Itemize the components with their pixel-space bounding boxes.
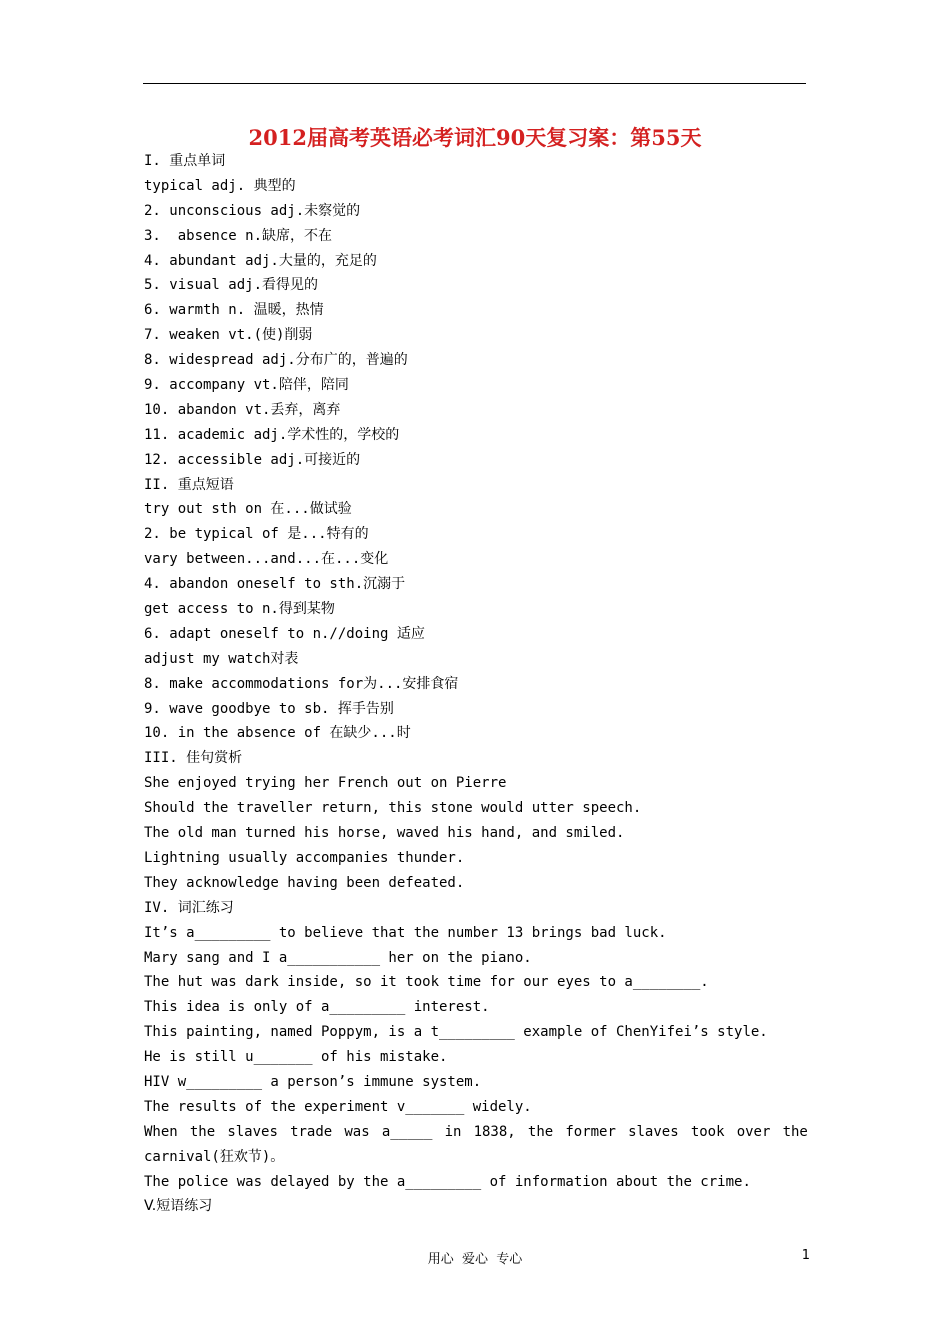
text-line: 7. weaken vt.(使)削弱 [144, 327, 313, 344]
text-line: 9. accompany vt.陪伴，陪同 [144, 377, 349, 394]
word: 1838, [473, 1123, 516, 1140]
text-line: IV. 词汇练习 [144, 899, 234, 916]
text-line: III. 佳句赏析 [144, 750, 243, 767]
text-line: The police was delayed by the a_________ of information about the crime. [144, 1173, 751, 1190]
text-line: Mary sang and I a___________ her on the piano. [144, 949, 532, 966]
word: a_____ [381, 1123, 433, 1140]
text-line: 3. absence n.缺席，不在 [144, 227, 333, 244]
text-line: 8. make accommodations for为...安排食宿 [144, 675, 459, 692]
text-line: 8. widespread adj.分布广的，普遍的 [144, 352, 408, 369]
text-line: This painting, named Poppym, is a t_________ example of ChenYifei’s style. [144, 1024, 768, 1041]
word: When [144, 1123, 178, 1140]
word: former [565, 1123, 616, 1140]
text-line: I. 重点单词 [144, 153, 226, 169]
text-line: The old man turned his horse, waved his hand, and smiled. [144, 825, 625, 842]
text-line: He is still u_______ of his mistake. [144, 1049, 448, 1066]
page-title: 2012届高考英语必考词汇90天复习案：第55天 [248, 125, 702, 150]
text-line: She enjoyed trying her French out on Pierre [144, 775, 507, 792]
page-footer: 用心 爱心 专心 [427, 1252, 523, 1267]
lines-block-a [144, 149, 808, 1120]
text-line: typical adj. 典型的 [144, 177, 296, 194]
text-line: 4. abundant adj.大量的，充足的 [144, 252, 377, 269]
justified-line [144, 1120, 808, 1145]
text-line: 2. unconscious adj.未察觉的 [144, 202, 361, 219]
text-line: The results of the experiment v_______ widely. [144, 1098, 532, 1115]
text-line: It’s a_________ to believe that the number 13 brings bad luck. [144, 924, 667, 941]
text-line: They acknowledge having been defeated. [144, 874, 465, 891]
text-line: adjust my watch对表 [144, 650, 299, 667]
word: the [189, 1123, 216, 1140]
text-line: get access to n.得到某物 [144, 601, 335, 618]
text-line: Lightning usually accompanies thunder. [144, 849, 465, 866]
text-line: 2. be typical of 是...特有的 [144, 526, 369, 543]
text-line: Should the traveller return, this stone would utter speech. [144, 800, 642, 817]
text-line: vary between...and...在...变化 [144, 551, 389, 568]
text-line: try out sth on 在...做试验 [144, 501, 352, 518]
word: the [782, 1123, 808, 1140]
text-line: 4. abandon oneself to sth.沉溺于 [144, 576, 406, 593]
word: took [690, 1123, 725, 1140]
lines-block-b [144, 1145, 808, 1195]
word: slaves [227, 1123, 278, 1140]
text-line: 5. visual adj.看得见的 [144, 277, 319, 294]
page-number: 1 [801, 1248, 810, 1263]
text-line: This idea is only of a_________ interest. [144, 999, 490, 1016]
text-line: 10. in the absence of 在缺少...时 [144, 725, 411, 742]
word: was [344, 1123, 370, 1140]
text-line: 10. abandon vt.丢弃，离弃 [144, 401, 341, 418]
text-line: HIV w_________ a person’s immune system. [144, 1073, 482, 1090]
text-line: 9. wave goodbye to sb. 挥手告别 [144, 700, 394, 717]
text-line: 12. accessible adj.可接近的 [144, 451, 361, 468]
text-line: II. 重点短语 [144, 476, 234, 493]
text-line: The hut was dark inside, so it took time for our eyes to a________. [144, 974, 709, 991]
document-body [144, 149, 808, 1219]
word: over [736, 1123, 771, 1140]
text-line: 6. adapt oneself to n.//doing 适应 [144, 625, 425, 642]
word: slaves [628, 1123, 679, 1140]
word: trade [290, 1123, 333, 1140]
text-line: 11. academic adj.学术性的，学校的 [144, 426, 400, 443]
header-rule [143, 83, 806, 84]
word: the [527, 1123, 554, 1140]
text-line: carnival(狂欢节)。 [144, 1148, 285, 1165]
section-v-heading: V.短语练习 [144, 1198, 213, 1215]
text-line: 6. warmth n. 温暖，热情 [144, 302, 324, 319]
word: in [444, 1123, 462, 1140]
